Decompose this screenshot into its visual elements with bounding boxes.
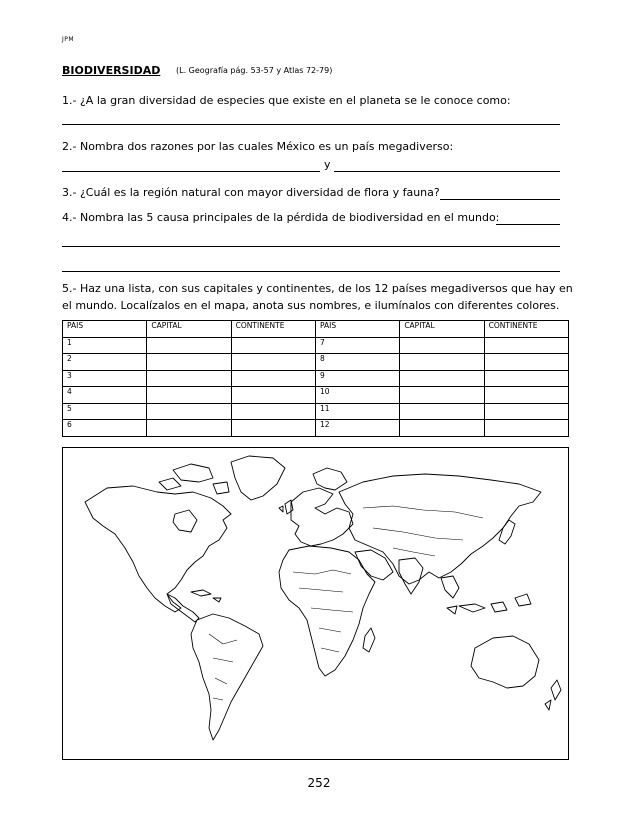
- header-capital-right: CAPITAL: [400, 321, 484, 338]
- answer-line-1[interactable]: [62, 124, 560, 125]
- continent-cell[interactable]: [231, 354, 315, 371]
- row-number[interactable]: 6: [63, 420, 147, 437]
- capital-cell[interactable]: [400, 403, 484, 420]
- world-map-frame: [62, 447, 569, 760]
- question-3: 3.- ¿Cuál es la región natural con mayor diversidad de flora y fauna?: [62, 186, 440, 199]
- row-number[interactable]: 5: [63, 403, 147, 420]
- row-number[interactable]: 4: [63, 387, 147, 404]
- continent-cell[interactable]: [484, 387, 568, 404]
- countries-table: [62, 320, 569, 437]
- capital-cell[interactable]: [147, 370, 231, 387]
- question-1: 1.- ¿A la gran diversidad de especies que existe en el planeta se le conoce como:: [62, 94, 511, 107]
- continent-cell[interactable]: [484, 354, 568, 371]
- south-america-outline: [191, 614, 263, 740]
- question-2: 2.- Nombra dos razones por las cuales México es un país megadiverso:: [62, 140, 454, 153]
- table-row: [63, 420, 569, 437]
- continent-cell[interactable]: [484, 370, 568, 387]
- table-row: [63, 370, 569, 387]
- table-header-row: [63, 321, 569, 338]
- south-america-borders: [209, 634, 237, 700]
- australia-outline: [471, 636, 539, 688]
- answer-line-4c[interactable]: [62, 271, 560, 272]
- asia-outline: [339, 474, 541, 584]
- row-number[interactable]: 8: [315, 354, 399, 371]
- table-row: [63, 354, 569, 371]
- worksheet-title: BIODIVERSIDAD: [62, 64, 161, 77]
- capital-cell[interactable]: [147, 337, 231, 354]
- capital-cell[interactable]: [400, 420, 484, 437]
- world-map: [63, 448, 568, 759]
- table-row: [63, 387, 569, 404]
- row-number[interactable]: 12: [315, 420, 399, 437]
- continent-cell[interactable]: [231, 403, 315, 420]
- continent-cell[interactable]: [484, 403, 568, 420]
- capital-cell[interactable]: [400, 387, 484, 404]
- table-row: [63, 337, 569, 354]
- row-number[interactable]: 3: [63, 370, 147, 387]
- greenland-outline: [231, 456, 285, 500]
- capital-cell[interactable]: [400, 370, 484, 387]
- header-continente-left: CONTINENTE: [231, 321, 315, 338]
- southeast-asia-outline: [441, 576, 531, 614]
- arctic-islands-outline: [159, 464, 229, 494]
- japan-outline: [499, 520, 515, 544]
- row-number[interactable]: 7: [315, 337, 399, 354]
- capital-cell[interactable]: [147, 420, 231, 437]
- continent-cell[interactable]: [484, 420, 568, 437]
- page-number: 252: [307, 776, 331, 790]
- continent-cell[interactable]: [231, 387, 315, 404]
- answer-line-2a[interactable]: [62, 171, 320, 172]
- header-capital-left: CAPITAL: [147, 321, 231, 338]
- row-number[interactable]: 2: [63, 354, 147, 371]
- caribbean-outline: [191, 590, 221, 602]
- europe-outline: [291, 488, 353, 546]
- answer-line-2b[interactable]: [334, 171, 560, 172]
- capital-cell[interactable]: [147, 354, 231, 371]
- continent-cell[interactable]: [231, 337, 315, 354]
- answer-line-4a[interactable]: [496, 224, 560, 225]
- africa-borders: [293, 570, 353, 652]
- answer-line-4b[interactable]: [62, 246, 560, 247]
- capital-cell[interactable]: [147, 387, 231, 404]
- row-number[interactable]: 1: [63, 337, 147, 354]
- row-number[interactable]: 10: [315, 387, 399, 404]
- continent-cell[interactable]: [484, 337, 568, 354]
- worksheet-subtitle: (L. Geografía pág. 53-57 y Atlas 72-79): [176, 66, 333, 75]
- continent-cell[interactable]: [231, 370, 315, 387]
- new-zealand-outline: [545, 680, 561, 710]
- capital-cell[interactable]: [147, 403, 231, 420]
- capital-cell[interactable]: [400, 337, 484, 354]
- answer-line-3[interactable]: [440, 199, 560, 200]
- madagascar-outline: [363, 628, 375, 652]
- table-row: [63, 403, 569, 420]
- india-outline: [399, 558, 423, 594]
- header-pais-left: PAIS: [63, 321, 147, 338]
- continent-cell[interactable]: [231, 420, 315, 437]
- arabia-outline: [355, 550, 393, 580]
- capital-cell[interactable]: [400, 354, 484, 371]
- header-continente-right: CONTINENTE: [484, 321, 568, 338]
- header-pais-right: PAIS: [315, 321, 399, 338]
- asia-borders: [363, 506, 483, 556]
- scandinavia-outline: [313, 468, 347, 490]
- row-number[interactable]: 11: [315, 403, 399, 420]
- hudson-bay-outline: [173, 510, 197, 532]
- question-2-join: y: [324, 158, 331, 171]
- header-tag: JPM: [62, 36, 75, 43]
- question-5-line-1: 5.- Haz una lista, con sus capitales y continentes, de los 12 países megadiversos que hay en: [62, 282, 573, 295]
- row-number[interactable]: 9: [315, 370, 399, 387]
- question-4: 4.- Nombra las 5 causa principales de la pérdida de biodiversidad en el mundo:: [62, 211, 500, 224]
- central-america-outline: [167, 594, 199, 622]
- question-5-line-2: el mundo. Localízalos en el mapa, anota sus nombres, e ilumínalos con diferentes colores.: [62, 299, 560, 312]
